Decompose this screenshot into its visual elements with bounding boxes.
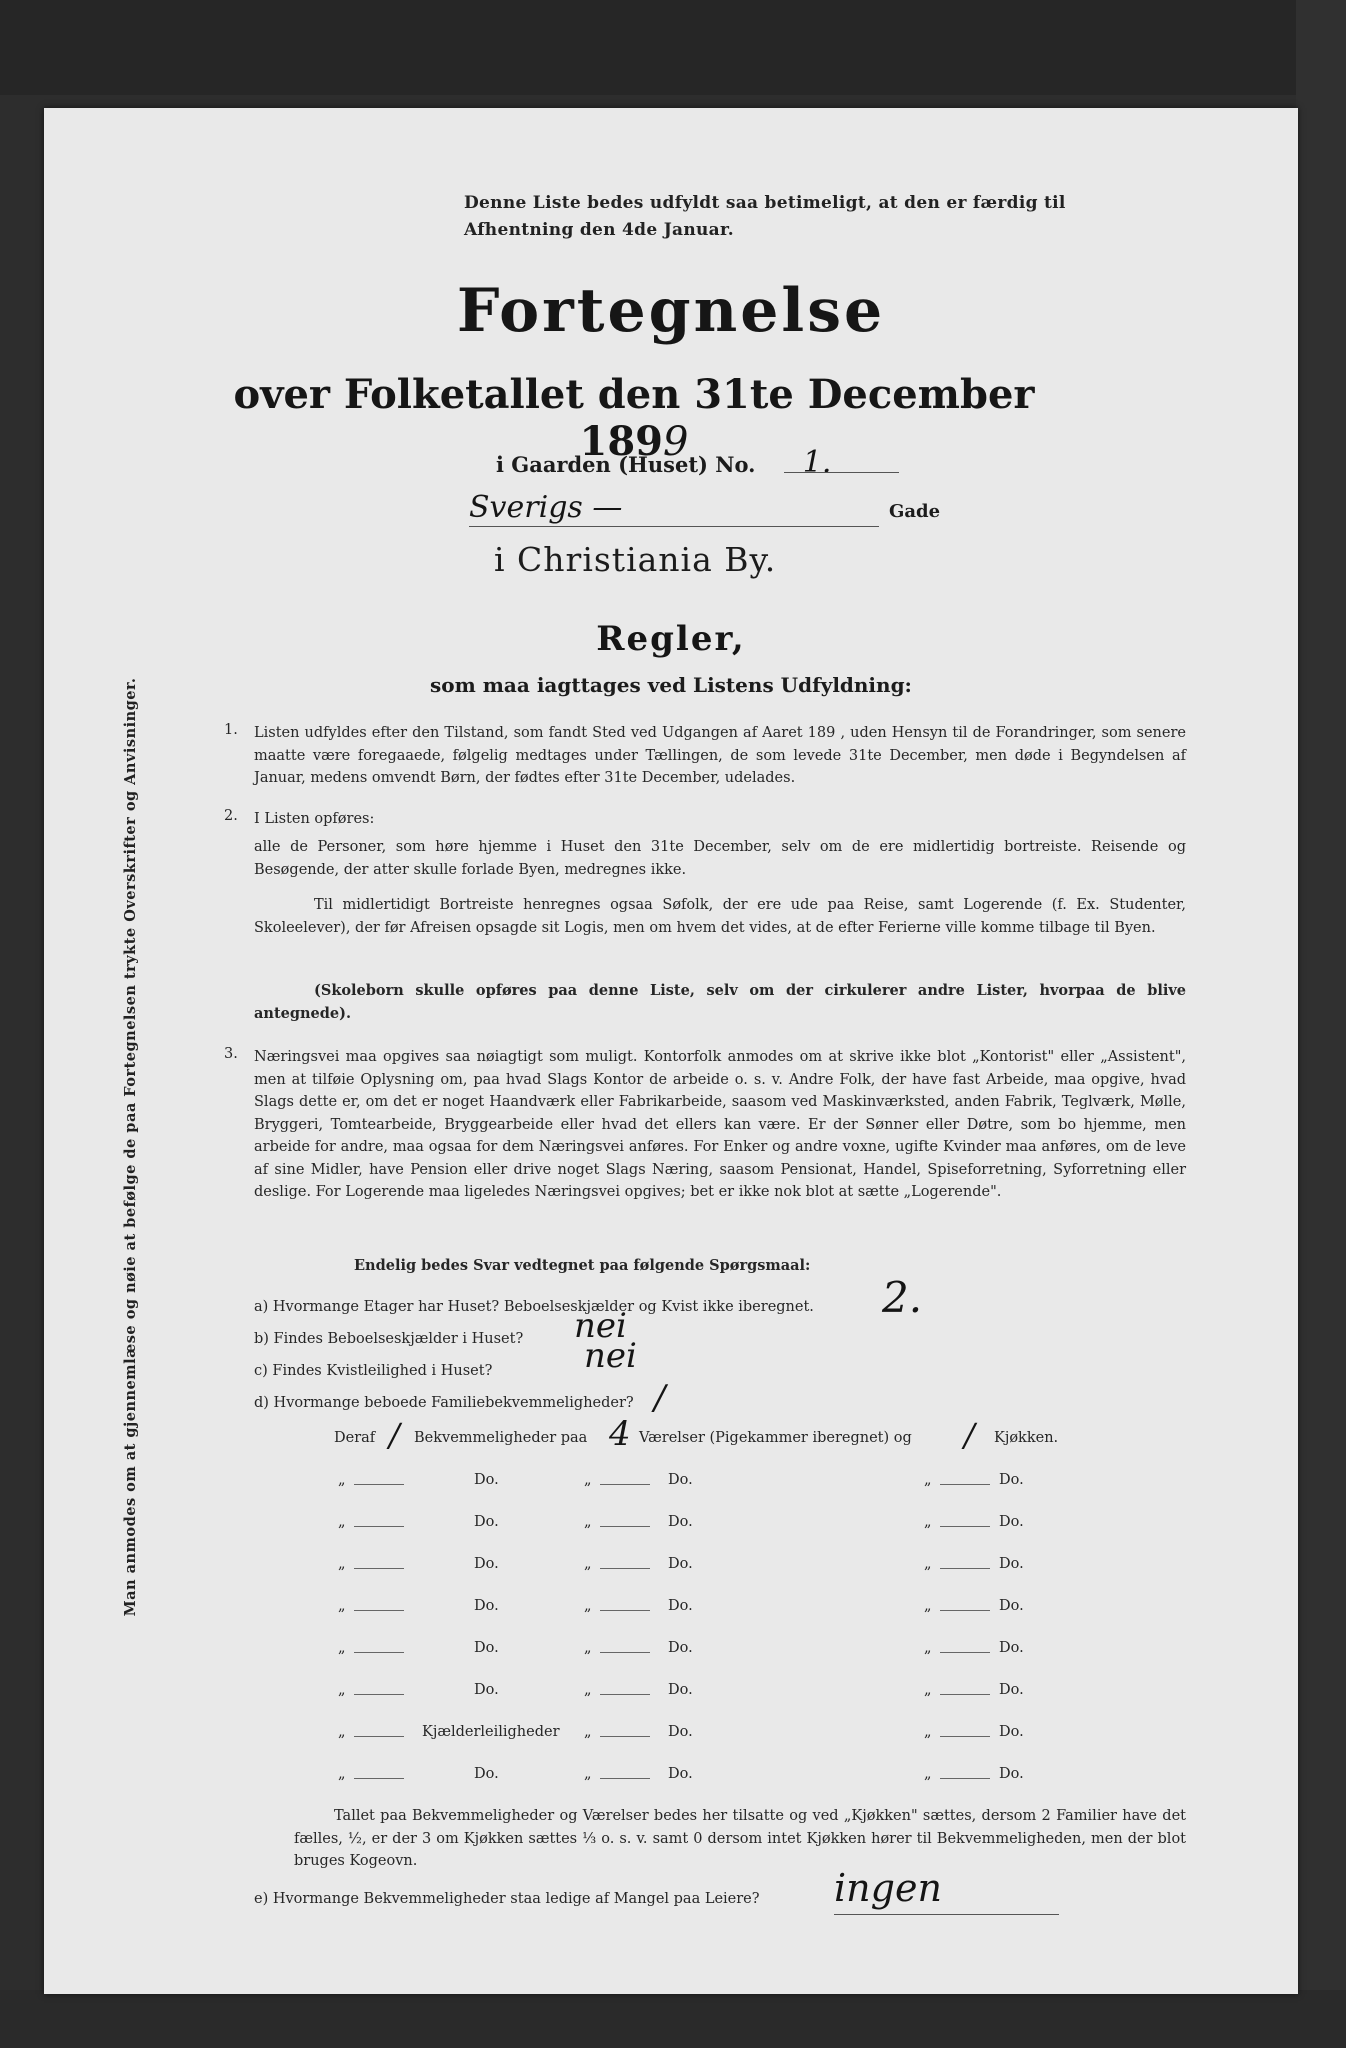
blank-line (354, 1484, 404, 1485)
rule-3-text: Næringsvei maa opgives saa nøiagtigt som muligt. Kontorfolk anmodes om at skrive ikke blot „Kontorist" eller „Assistent", men at tilføie Oplysning om, paa hvad Slags Kontor de arbeide o. s. v. Andre Folk, der have fast Arbeide, maa opgive, hvad Slags dette er, om det er noget Haandværk eller Fabrikarbeide, saasom ved Maskinværksted, anden Fabrik, Teglværk, Mølle, Bryggeri, Tomtearbeide, Bryggearbeide eller hvad det ellers kan være. Er der Sønner eller Døtre, som bo hjemme, men arbeide for andre, maa ogsaa for dem Næringsvei anføres. For Enker og andre voxne, ugifte Kvinder maa anføres, om de leve af sine Midler, have Pension eller drive noget Slags Næring, saasom Pensionat, Handel, Spiseforretning, Syforretning eller deslige. For Logerende maa ligeledes Næringsvei opgives; bet er ikke nok blot at sætte „Logerende". (254, 1049, 1186, 1200)
blank-line (600, 1610, 650, 1611)
notice (464, 190, 1184, 244)
house-number-row (496, 445, 916, 480)
year-digit-handwritten: 9 (663, 419, 689, 465)
blank-line (600, 1736, 650, 1737)
do-bekv: Do. (474, 1682, 499, 1698)
ditto-mark: „ (338, 1472, 346, 1488)
ditto-row (44, 1556, 1298, 1580)
ditto-mark: „ (338, 1598, 346, 1614)
ditto-row (44, 1682, 1298, 1706)
blank-line (600, 1526, 650, 1527)
side-instruction: Man anmodes om at gjennemlæse og nøie at befølge de paa Fortegnelsen trykte Overskrifter og Anvisninger. (122, 677, 139, 1617)
answer-c-handwritten: nei (584, 1336, 637, 1376)
answer-b-handwritten: nei (574, 1306, 627, 1346)
ditto-mark: „ (584, 1640, 592, 1656)
answer-e-handwritten: ingen (834, 1866, 942, 1910)
blank-line (354, 1526, 404, 1527)
do-kjok: Do. (999, 1472, 1024, 1488)
do-bekv: Do. (474, 1514, 499, 1530)
question-b: b) Findes Beboelseskjælder i Huset? (254, 1331, 524, 1347)
do-vaer: Do. (668, 1598, 693, 1614)
ditto-mark: „ (924, 1682, 932, 1698)
ditto-row (44, 1598, 1298, 1622)
house-label: i Gaarden (Huset) No. (496, 452, 756, 477)
do-kjok: Do. (999, 1556, 1024, 1572)
do-kjok: Do. (999, 1724, 1024, 1740)
scan-border-top (0, 0, 1346, 95)
question-d: d) Hvormange beboede Familiebekvemmeligheder? (254, 1395, 634, 1411)
form-title: Fortegnelse (456, 276, 886, 346)
ditto-mark: „ (924, 1724, 932, 1740)
do-bekv: Do. (474, 1472, 499, 1488)
ditto-row (44, 1514, 1298, 1538)
bekv-label: Bekvemmeligheder paa (414, 1430, 588, 1446)
ditto-mark: „ (584, 1682, 592, 1698)
ditto-mark: „ (924, 1472, 932, 1488)
notice-line-2: Afhentning den 4de Januar. (464, 220, 734, 240)
kjokken-label: Kjøkken. (994, 1430, 1059, 1446)
blank-line (600, 1568, 650, 1569)
blank-line (940, 1484, 990, 1485)
kjaelder-label: Kjælderleiligheder (422, 1724, 560, 1740)
ditto-mark: „ (924, 1766, 932, 1782)
blank-line (354, 1778, 404, 1779)
blank-line (354, 1610, 404, 1611)
blank-line (354, 1736, 404, 1737)
vaerelser-count-handwritten: 4 (609, 1414, 631, 1454)
question-c: c) Findes Kvistleilighed i Huset? (254, 1363, 493, 1379)
ditto-row (44, 1640, 1298, 1664)
blank-line (354, 1694, 404, 1695)
do-bekv: Do. (474, 1598, 499, 1614)
ditto-mark: „ (584, 1514, 592, 1530)
do-vaer: Do. (668, 1556, 693, 1572)
ditto-mark: „ (338, 1514, 346, 1530)
house-number-handwritten: 1. (802, 445, 832, 480)
blank-line (940, 1736, 990, 1737)
rules-heading: Regler, (596, 619, 746, 659)
census-form-page (44, 108, 1298, 1994)
ditto-mark: „ (584, 1472, 592, 1488)
blank-line (940, 1652, 990, 1653)
street-name-handwritten: Sverigs — (469, 490, 623, 525)
ditto-mark: „ (338, 1556, 346, 1572)
footnote: Tallet paa Bekvemmeligheder og Værelser bedes her tilsatte og ved „Kjøkken" sættes, dersom 2 Familier have det fælles, ½, er der 3 om Kjøkken sættes ⅓ o. s. v. samt 0 dersom intet Kjøkken hører til Bekvemmeligheden, men der blot bruges Kogeovn. (294, 1808, 1186, 1869)
deraf-label: Deraf (334, 1430, 376, 1446)
house-number-line (784, 472, 899, 473)
answer-a-handwritten: 2. (882, 1273, 923, 1322)
subtitle-text: over Folketallet den 31te December 189 (233, 371, 1035, 465)
rules-subheading: som maa iagttages ved Listens Udfyldning: (430, 673, 912, 697)
do-kjok: Do. (999, 1682, 1024, 1698)
kjokken-count-handwritten: / (964, 1416, 975, 1454)
blank-line (600, 1484, 650, 1485)
do-kjok: Do. (999, 1640, 1024, 1656)
do-bekv: Do. (474, 1766, 499, 1782)
street-line (469, 526, 879, 527)
do-kjok: Do. (999, 1598, 1024, 1614)
blank-line (940, 1610, 990, 1611)
answer-d-handwritten: / (654, 1378, 666, 1418)
do-vaer: Do. (668, 1766, 693, 1782)
blank-line (940, 1778, 990, 1779)
ditto-mark: „ (338, 1724, 346, 1740)
ditto-mark: „ (924, 1640, 932, 1656)
ditto-mark: „ (584, 1724, 592, 1740)
do-kjok: Do. (999, 1514, 1024, 1530)
city-line: i Christiania By. (494, 540, 777, 579)
questions-intro: Endelig bedes Svar vedtegnet paa følgende Spørgsmaal: (354, 1257, 811, 1274)
ditto-row (44, 1766, 1298, 1790)
question-a: a) Hvormange Etager har Huset? Beboelseskjælder og Kvist ikke iberegnet. (254, 1299, 814, 1315)
street-suffix: Gade (889, 501, 941, 522)
blank-line (354, 1652, 404, 1653)
bekv-count-handwritten: / (389, 1416, 400, 1454)
ditto-mark: „ (584, 1556, 592, 1572)
vaerelser-label: Værelser (Pigekammer iberegnet) og (639, 1430, 912, 1446)
rule-3-number: 3. (224, 1046, 238, 1062)
rule-2-number: 2. (224, 808, 238, 824)
answer-e-line (834, 1914, 1059, 1915)
ditto-mark: „ (924, 1598, 932, 1614)
rule-2-intro: I Listen opføres: (254, 811, 375, 827)
blank-line (600, 1778, 650, 1779)
rule-2-text-1: alle de Personer, som høre hjemme i Huset den 31te December, selv om de ere midlertidig bortreiste. Reisende og Besøgende, der atter skulle forlade Byen, medregnes ikke. (254, 839, 1186, 878)
scan-border-bottom (0, 1990, 1346, 2048)
do-vaer: Do. (668, 1514, 693, 1530)
ditto-mark: „ (338, 1766, 346, 1782)
do-vaer: Do. (668, 1682, 693, 1698)
do-vaer: Do. (668, 1472, 693, 1488)
blank-line (940, 1694, 990, 1695)
scan-border-right (1296, 0, 1346, 2048)
rule-2-text-2: Til midlertidigt Bortreiste henregnes ogsaa Søfolk, der ere ude paa Reise, samt Logerende (f. Ex. Studenter, Skoleelever), der før Afreisen opsagde sit Logis, men om hvem det vides, at de efter Ferierne ville komme tilbage til Byen. (254, 897, 1186, 936)
blank-line (600, 1652, 650, 1653)
do-kjok: Do. (999, 1766, 1024, 1782)
blank-line (940, 1526, 990, 1527)
kjaelder-row (44, 1724, 1298, 1748)
blank-line (354, 1568, 404, 1569)
rule-1-number: 1. (224, 722, 238, 738)
do-vaer: Do. (668, 1640, 693, 1656)
dwelling-header-row (44, 1414, 1298, 1454)
ditto-mark: „ (338, 1682, 346, 1698)
rule-2-text-3: (Skoleborn skulle opføres paa denne Liste, selv om der cirkulerer andre Lister, hvorpaa de blive antegnede). (254, 982, 1186, 1022)
ditto-mark: „ (584, 1598, 592, 1614)
notice-line-1: Denne Liste bedes udfyldt saa betimeligt, at den er færdig til (464, 193, 1066, 213)
ditto-mark: „ (924, 1514, 932, 1530)
do-vaer: Do. (668, 1724, 693, 1740)
question-e: e) Hvormange Bekvemmeligheder staa ledige af Mangel paa Leiere? (254, 1891, 760, 1907)
blank-line (940, 1568, 990, 1569)
ditto-mark: „ (584, 1766, 592, 1782)
do-bekv: Do. (474, 1640, 499, 1656)
rule-1-text: Listen udfyldes efter den Tilstand, som fandt Sted ved Udgangen af Aaret 189 , uden Hensyn til de Forandringer, som senere maatte være foregaaede, følgelig medtages under Tællingen, de som levede 31te December, men døde i Begyndelsen af Januar, medens omvendt Børn, der fødtes efter 31te December, udelades. (254, 725, 1186, 786)
do-bekv: Do. (474, 1556, 499, 1572)
ditto-row (44, 1472, 1298, 1496)
ditto-mark: „ (924, 1556, 932, 1572)
ditto-mark: „ (338, 1640, 346, 1656)
blank-line (600, 1694, 650, 1695)
